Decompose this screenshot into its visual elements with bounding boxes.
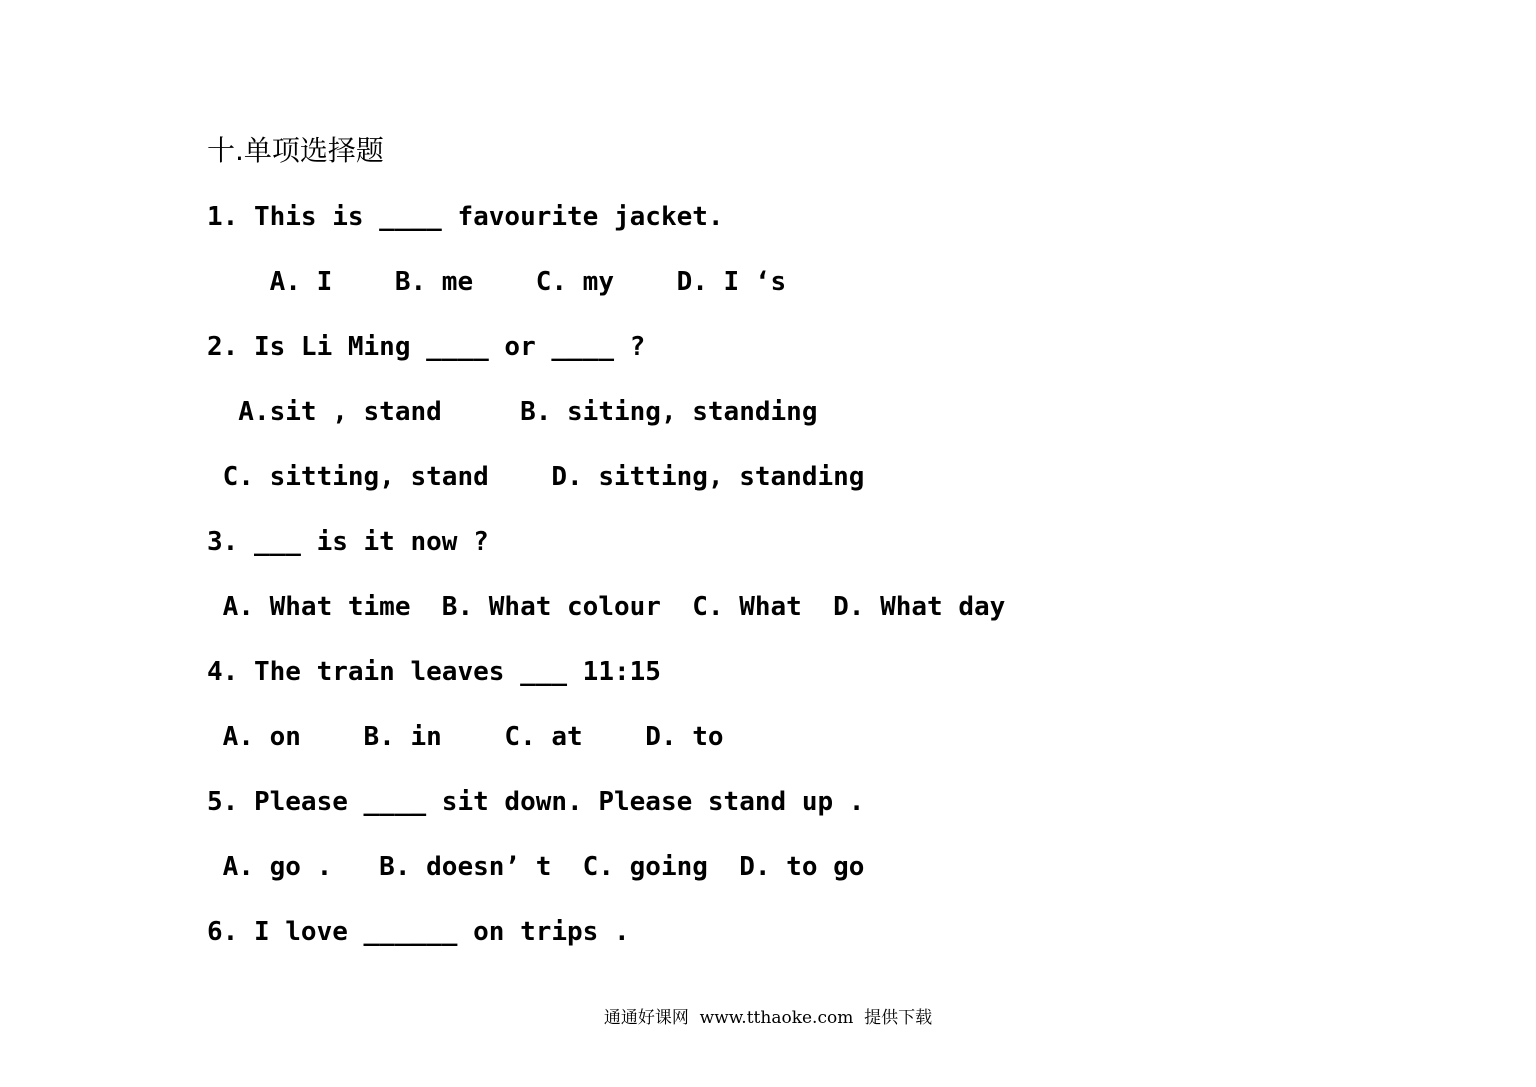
question-4: 4. The train leaves ___ 11:15 [207, 657, 661, 687]
section-title: 十.单项选择题 [207, 134, 384, 167]
question-1: 1. This is ____ favourite jacket. [207, 202, 724, 232]
question-2: 2. Is Li Ming ____ or ____ ? [207, 332, 646, 362]
question-1-options: A. I B. me C. my D. I ‘s [207, 267, 787, 297]
question-5: 5. Please ____ sit down. Please stand up . [207, 787, 865, 817]
question-5-options: A. go . B. doesn’ t C. going D. to go [207, 852, 865, 882]
question-2-options-cd: C. sitting, stand D. sitting, standing [207, 462, 865, 492]
question-6: 6. I love ______ on trips . [207, 917, 630, 947]
question-3: 3. ___ is it now ? [207, 527, 489, 557]
question-2-options-ab: A.sit , stand B. siting, standing [207, 397, 818, 427]
question-3-options: A. What time B. What colour C. What D. What day [207, 592, 1006, 622]
page-footer: 通通好课网 www.tthaoke.com 提供下载 [603, 1008, 933, 1028]
question-4-options: A. on B. in C. at D. to [207, 722, 724, 752]
